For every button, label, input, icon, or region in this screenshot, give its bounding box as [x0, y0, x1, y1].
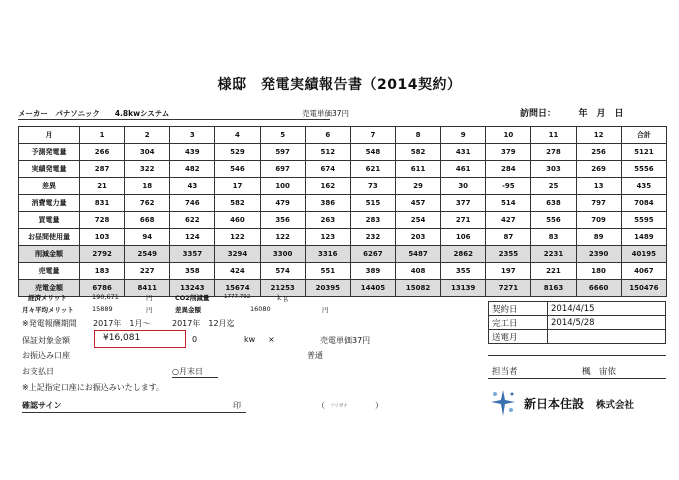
table-cell: 668	[125, 212, 170, 229]
column-header: 12	[576, 127, 621, 144]
table-cell: 284	[486, 161, 531, 178]
table-cell: 30	[441, 178, 486, 195]
table-cell: 697	[260, 161, 305, 178]
co2-label: CO2削減量	[175, 294, 210, 302]
table-cell: 457	[395, 195, 440, 212]
table-cell: 150476	[621, 280, 666, 297]
table-cell: 197	[486, 263, 531, 280]
payment-label: お支払日	[22, 367, 54, 376]
table-cell: 25	[531, 178, 576, 195]
maker-label: メーカー パナソニック 4.8kwシステム	[18, 109, 170, 118]
company-logo	[486, 388, 520, 422]
table-row	[19, 212, 667, 229]
table-cell: 514	[486, 195, 531, 212]
table-cell: 6660	[576, 280, 621, 297]
table-cell: 3294	[215, 246, 260, 263]
table-cell: 43	[170, 178, 215, 195]
table-cell: 303	[531, 161, 576, 178]
visit-date-label: 訪問日： 年 月 日	[520, 109, 624, 119]
kg-unit: ｋｇ	[276, 294, 289, 302]
row-label: 売電量	[19, 263, 80, 280]
contract-key: 送電月	[489, 330, 548, 344]
table-cell: 5595	[621, 212, 666, 229]
table-cell: 266	[80, 144, 125, 161]
economic-merit-label: 経済メリット	[28, 294, 67, 302]
table-cell: 269	[576, 161, 621, 178]
maker-underline	[18, 119, 330, 120]
column-header: 9	[441, 127, 486, 144]
table-cell: 227	[125, 263, 170, 280]
table-cell: 2862	[441, 246, 486, 263]
table-cell: 574	[260, 263, 305, 280]
table-cell: 232	[350, 229, 395, 246]
table-cell: 2549	[125, 246, 170, 263]
column-header: 5	[260, 127, 305, 144]
row-label: 消費電力量	[19, 195, 80, 212]
table-cell: 4067	[621, 263, 666, 280]
table-cell: 377	[441, 195, 486, 212]
sign-underline	[22, 412, 246, 413]
table-cell: 379	[486, 144, 531, 161]
table-cell: 322	[125, 161, 170, 178]
table-cell: 122	[215, 229, 260, 246]
table-cell: 709	[576, 212, 621, 229]
column-header: 月	[19, 127, 80, 144]
table-cell: 73	[350, 178, 395, 195]
table-cell: 8411	[125, 280, 170, 297]
contract-row	[489, 330, 666, 344]
table-row	[19, 246, 667, 263]
column-header: 11	[531, 127, 576, 144]
table-cell: 94	[125, 229, 170, 246]
guarantee-box	[94, 330, 186, 348]
page-title: 様邸 発電実績報告書（2014契約）	[217, 77, 462, 93]
table-row	[19, 229, 667, 246]
table-cell: 582	[395, 144, 440, 161]
table-cell: 5556	[621, 161, 666, 178]
table-cell: 546	[215, 161, 260, 178]
table-cell: 83	[531, 229, 576, 246]
table-row	[19, 144, 667, 161]
contract-divider	[488, 355, 666, 356]
table-cell: 122	[260, 229, 305, 246]
column-header: 8	[395, 127, 440, 144]
table-cell: 5487	[395, 246, 440, 263]
guarantee-value: ¥16,081	[103, 333, 141, 343]
table-cell: 358	[170, 263, 215, 280]
row-label: 買電量	[19, 212, 80, 229]
furigana-open: （	[317, 401, 325, 410]
table-cell: 89	[576, 229, 621, 246]
period-end: 2017年 12月迄	[172, 319, 235, 328]
table-cell: 389	[350, 263, 395, 280]
table-cell: 6267	[350, 246, 395, 263]
contract-table	[488, 301, 666, 344]
table-cell: 221	[531, 263, 576, 280]
table-cell: 8163	[531, 280, 576, 297]
table-row	[19, 178, 667, 195]
table-cell: 597	[260, 144, 305, 161]
table-cell: 87	[486, 229, 531, 246]
sign-label: 確認サイン	[22, 401, 62, 410]
column-header: 1	[80, 127, 125, 144]
table-cell: 180	[576, 263, 621, 280]
table-cell: 20395	[305, 280, 350, 297]
table-cell: 7084	[621, 195, 666, 212]
yen-unit: 円	[322, 306, 329, 314]
table-cell: 13243	[170, 280, 215, 297]
table-cell: 479	[260, 195, 305, 212]
payment-underline	[172, 377, 218, 378]
table-cell: 797	[576, 195, 621, 212]
table-row	[19, 195, 667, 212]
zero-value: 0	[192, 335, 198, 344]
staff-value: 楓 宙依	[582, 367, 617, 377]
table-cell: 183	[80, 263, 125, 280]
table-cell: 482	[170, 161, 215, 178]
table-cell: 515	[350, 195, 395, 212]
table-cell: 18	[125, 178, 170, 195]
row-label: 削減金額	[19, 246, 80, 263]
unit-price-label: 売電単価37円	[302, 109, 350, 118]
kw-unit: kw	[244, 335, 256, 344]
column-header: 2	[125, 127, 170, 144]
table-row	[19, 263, 667, 280]
table-cell: 2231	[531, 246, 576, 263]
table-cell: 746	[170, 195, 215, 212]
table-cell: 17	[215, 178, 260, 195]
table-cell: 556	[531, 212, 576, 229]
transfer-note: ※上記指定口座にお振込みいたします。	[22, 383, 165, 392]
contract-value: 2014/5/28	[548, 316, 666, 330]
company-name: 新日本住設	[524, 397, 585, 411]
table-cell: 431	[441, 144, 486, 161]
monthly-merit-value: 15889	[92, 305, 113, 313]
table-cell: 461	[441, 161, 486, 178]
table-cell: 427	[486, 212, 531, 229]
table-cell: 356	[260, 212, 305, 229]
account-type: 普通	[307, 351, 323, 360]
table-cell: 278	[531, 144, 576, 161]
table-cell: 460	[215, 212, 260, 229]
contract-key: 契約日	[489, 302, 548, 316]
table-cell: 638	[531, 195, 576, 212]
column-header: 合計	[621, 127, 666, 144]
table-cell: 29	[395, 178, 440, 195]
table-cell: 304	[125, 144, 170, 161]
table-cell: 15082	[395, 280, 440, 297]
table-cell: 674	[305, 161, 350, 178]
column-header: 3	[170, 127, 215, 144]
table-cell: 287	[80, 161, 125, 178]
table-cell: 611	[395, 161, 440, 178]
co2-value: 1777.792	[224, 294, 251, 300]
contract-value	[548, 330, 666, 344]
table-cell: 439	[170, 144, 215, 161]
staff-label: 担当者	[492, 367, 518, 377]
table-cell: 6786	[80, 280, 125, 297]
table-cell: 15674	[215, 280, 260, 297]
seal-mark: 印	[233, 401, 241, 410]
furigana-close: ）	[375, 401, 383, 410]
column-header: 4	[215, 127, 260, 144]
column-header: 10	[486, 127, 531, 144]
table-cell: 622	[170, 212, 215, 229]
yen-unit: 円	[146, 306, 153, 314]
diff-amount-value: 16080	[250, 305, 271, 313]
row-label: 売電金額	[19, 280, 80, 297]
table-cell: 2355	[486, 246, 531, 263]
table-cell: 40195	[621, 246, 666, 263]
table-cell: 106	[441, 229, 486, 246]
table-cell: 13139	[441, 280, 486, 297]
table-cell: 424	[215, 263, 260, 280]
period-label: ※発電報酬期間	[22, 319, 77, 328]
table-cell: 203	[395, 229, 440, 246]
table-cell: 14405	[350, 280, 395, 297]
economic-merit-value: 190,671	[92, 293, 119, 301]
table-cell: 1489	[621, 229, 666, 246]
diff-amount-label: 差異金額	[175, 306, 201, 314]
guarantee-label: 保証対象金額	[22, 336, 70, 345]
furigana-label: フリガナ	[330, 404, 348, 409]
table-cell: 582	[215, 195, 260, 212]
table-cell: -95	[486, 178, 531, 195]
table-cell: 124	[170, 229, 215, 246]
transfer-label: お振込み口座	[22, 351, 70, 360]
table-cell: 162	[305, 178, 350, 195]
table-cell: 123	[305, 229, 350, 246]
table-cell: 263	[305, 212, 350, 229]
column-header: 6	[305, 127, 350, 144]
payment-value: ○月末日	[172, 367, 203, 376]
contract-key: 完工日	[489, 316, 548, 330]
column-header: 7	[350, 127, 395, 144]
table-cell: 831	[80, 195, 125, 212]
period-start: 2017年 1月～	[93, 319, 151, 328]
logo-icon	[486, 388, 520, 418]
yen-unit: 円	[146, 294, 153, 302]
table-cell: 728	[80, 212, 125, 229]
table-cell: 3300	[260, 246, 305, 263]
table-cell: 283	[350, 212, 395, 229]
contract-bottom	[488, 378, 666, 379]
row-label: 予測発電量	[19, 144, 80, 161]
table-cell: 254	[395, 212, 440, 229]
table-cell: 435	[621, 178, 666, 195]
table-cell: 5121	[621, 144, 666, 161]
times-sign: ×	[268, 335, 275, 344]
table-row	[19, 161, 667, 178]
table-cell: 2792	[80, 246, 125, 263]
table-cell: 762	[125, 195, 170, 212]
table-cell: 21253	[260, 280, 305, 297]
row-label: 差異	[19, 178, 80, 195]
table-cell: 271	[441, 212, 486, 229]
table-cell: 529	[215, 144, 260, 161]
table-cell: 548	[350, 144, 395, 161]
contract-row	[489, 316, 666, 330]
table-cell: 3357	[170, 246, 215, 263]
table-cell: 3316	[305, 246, 350, 263]
table-cell: 2390	[576, 246, 621, 263]
table-header-row	[19, 127, 667, 144]
contract-value: 2014/4/15	[548, 302, 666, 316]
table-cell: 100	[260, 178, 305, 195]
table-cell: 7271	[486, 280, 531, 297]
table-cell: 13	[576, 178, 621, 195]
row-label: 実績発電量	[19, 161, 80, 178]
row-label: お昼間使用量	[19, 229, 80, 246]
table-cell: 408	[395, 263, 440, 280]
table-cell: 551	[305, 263, 350, 280]
sell-price: 売電単価37円	[320, 336, 371, 345]
table-cell: 386	[305, 195, 350, 212]
monthly-merit-label: 月々平均メリット	[22, 306, 74, 314]
table-cell: 512	[305, 144, 350, 161]
table-cell: 21	[80, 178, 125, 195]
table-cell: 621	[350, 161, 395, 178]
report-table	[18, 126, 667, 297]
table-cell: 355	[441, 263, 486, 280]
contract-row	[489, 302, 666, 316]
table-cell: 256	[576, 144, 621, 161]
table-cell: 103	[80, 229, 125, 246]
company-suffix: 株式会社	[596, 400, 635, 411]
